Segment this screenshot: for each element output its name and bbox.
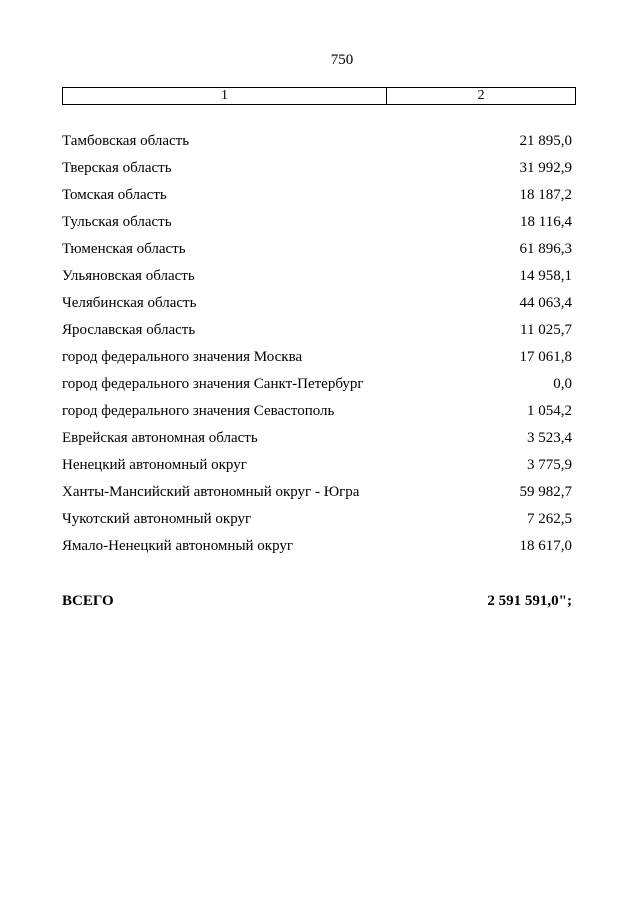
region-name: Тюменская область: [62, 241, 186, 257]
region-value: 31 992,9: [519, 160, 572, 176]
region-name: Ярославская область: [62, 322, 196, 338]
table-row: [62, 510, 572, 537]
region-value: 11 025,7: [520, 322, 572, 338]
region-name: город федерального значения Москва: [62, 349, 303, 365]
table-row: [62, 375, 572, 402]
region-name: Челябинская область: [62, 295, 197, 311]
region-name: город федерального значения Севастополь: [62, 403, 335, 419]
region-name: Ханты-Мансийский автономный округ - Югра: [62, 484, 360, 500]
region-value: 61 896,3: [519, 241, 572, 257]
region-name: Ульяновская область: [62, 268, 195, 284]
table-body: [62, 132, 572, 564]
table-row: [62, 429, 572, 456]
region-value: 3 523,4: [527, 430, 572, 446]
region-name: Тамбовская область: [62, 133, 190, 149]
table-row: [62, 348, 572, 375]
region-name: Еврейская автономная область: [62, 430, 258, 446]
table-row: [62, 294, 572, 321]
table-row: [62, 456, 572, 483]
region-name: Томская область: [62, 187, 167, 203]
column-header-1: 1: [63, 88, 387, 104]
total-label: ВСЕГО: [62, 593, 114, 609]
table-row: [62, 186, 572, 213]
table-row: [62, 321, 572, 348]
table-row: [62, 267, 572, 294]
table-row: [62, 132, 572, 159]
region-name: Чукотский автономный округ: [62, 511, 252, 527]
region-value: 3 775,9: [527, 457, 572, 473]
table-row: [62, 483, 572, 510]
table-row: [62, 240, 572, 267]
region-value: 59 982,7: [519, 484, 572, 500]
region-name: Ямало-Ненецкий автономный округ: [62, 538, 294, 554]
region-value: 14 958,1: [519, 268, 572, 284]
region-value: 17 061,8: [519, 349, 572, 365]
table-row: [62, 402, 572, 429]
region-value: 44 063,4: [519, 295, 572, 311]
page-number: 750: [330, 52, 354, 68]
region-name: Тульская область: [62, 214, 172, 230]
table-row: [62, 159, 572, 186]
region-value: 0,0: [553, 376, 572, 392]
region-value: 18 116,4: [520, 214, 572, 230]
region-name: город федерального значения Санкт-Петербург: [62, 376, 364, 392]
column-header-2: 2: [477, 88, 485, 103]
region-value: 1 054,2: [527, 403, 572, 419]
total-value: 2 591 591,0";: [487, 593, 572, 609]
region-value: 7 262,5: [527, 511, 572, 527]
table-row: [62, 213, 572, 240]
total-row: [62, 592, 572, 610]
table-row: [62, 537, 572, 564]
region-name: Ненецкий автономный округ: [62, 457, 247, 473]
region-value: 18 187,2: [519, 187, 572, 203]
table-header: [62, 87, 576, 105]
region-value: 18 617,0: [519, 538, 572, 554]
region-name: Тверская область: [62, 160, 172, 176]
region-value: 21 895,0: [519, 133, 572, 149]
